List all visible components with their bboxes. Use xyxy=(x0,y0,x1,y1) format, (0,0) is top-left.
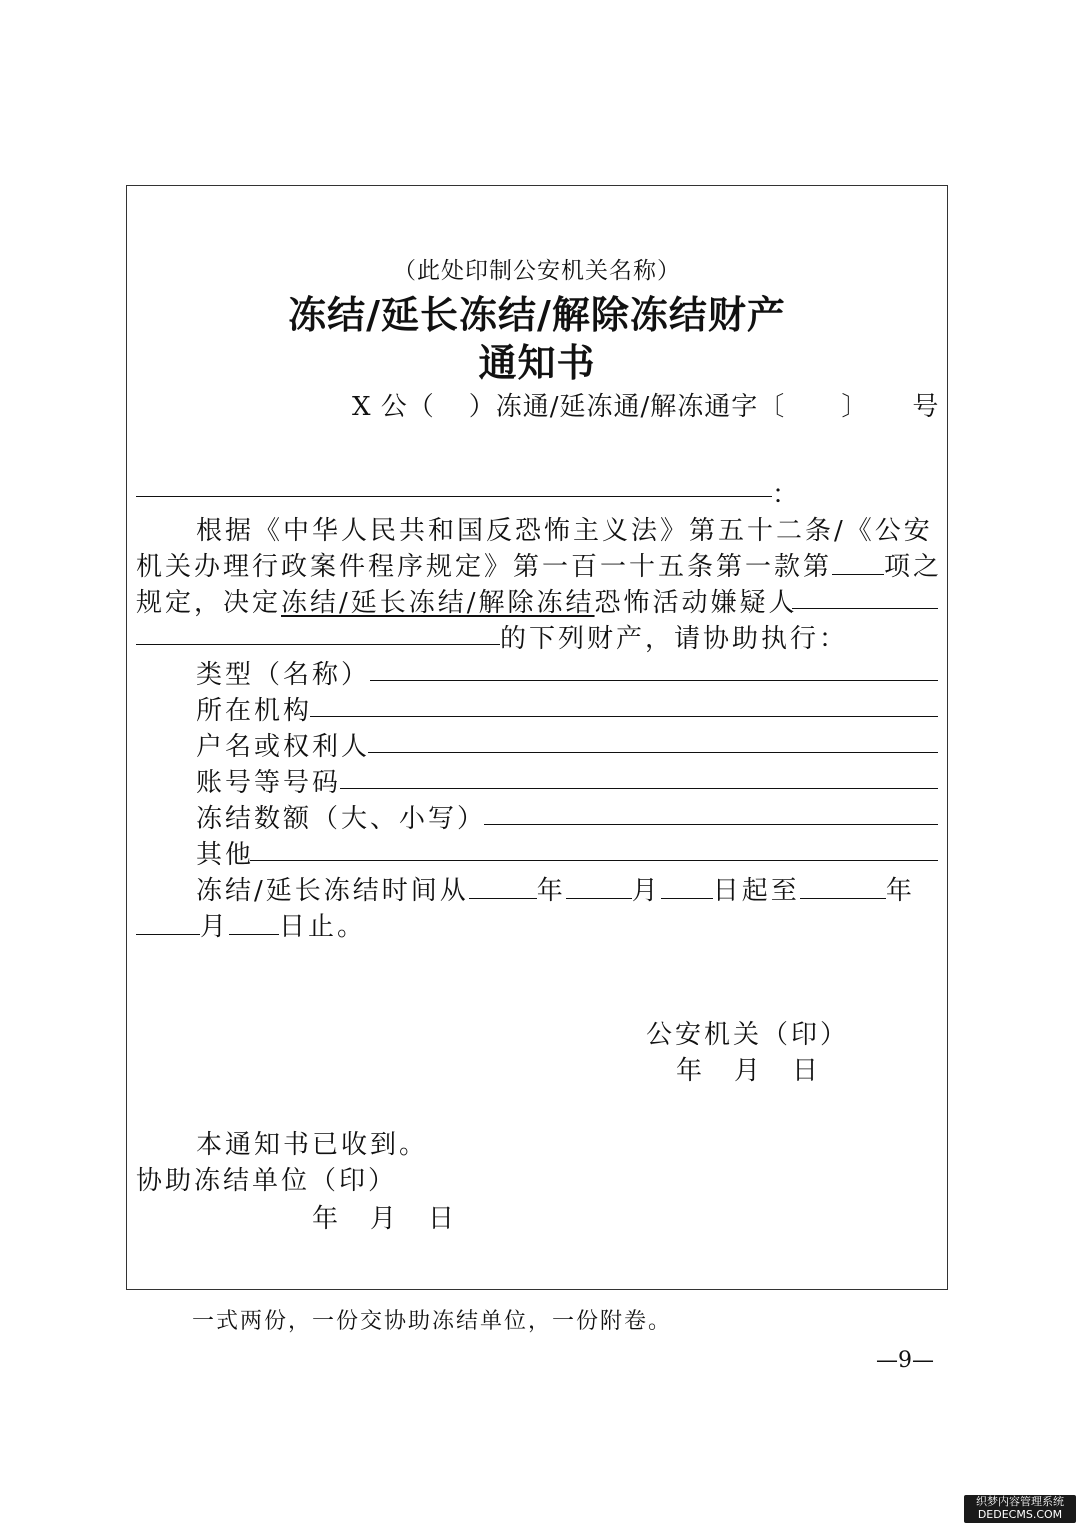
freeze-period-line xyxy=(196,870,915,907)
freeze-period-line-2 xyxy=(136,906,366,943)
end-day-blank xyxy=(229,912,279,935)
start-year-blank xyxy=(469,876,537,899)
doc-number-middle: ）冻通/延冻通/解冻通字〔 xyxy=(468,392,786,422)
document-title: 冻结/延长冻结/解除冻结财产 xyxy=(288,292,786,337)
field-blank-type xyxy=(370,680,938,681)
document-title-line2: 通知书 xyxy=(478,340,596,385)
field-blank-account-number xyxy=(340,788,938,789)
paragraph-line-2-text: 机关办理行政案件程序规定》第一百一十五条第一款第 xyxy=(136,552,833,582)
period-prefix: 冻结/延长冻结时间从 xyxy=(196,876,469,906)
doc-number-prefix: X 公（ xyxy=(352,392,435,422)
field-blank-institution xyxy=(310,716,938,717)
paragraph-line-3-text: 规定，决定 xyxy=(136,588,282,618)
document-number xyxy=(352,386,939,423)
end-month-blank xyxy=(136,912,200,935)
start-day-blank xyxy=(661,876,713,899)
recipient-blank xyxy=(136,496,772,497)
field-label-institution: 所在机构 xyxy=(196,696,313,726)
recipient-colon: ： xyxy=(772,480,802,510)
end-month-label: 月 xyxy=(200,912,230,942)
authority-seal: 公安机关（印） xyxy=(646,1020,850,1050)
day-to-label: 日止。 xyxy=(279,912,367,942)
doc-number-bracket-close: 〕 xyxy=(841,392,869,422)
watermark-line1: 织梦内容管理系统 xyxy=(976,1495,1064,1508)
field-blank-other xyxy=(250,860,938,861)
field-blank-account-holder xyxy=(368,752,938,753)
clause-item-blank xyxy=(832,552,884,575)
paragraph-line-2 xyxy=(136,546,942,583)
year-label: 年 xyxy=(536,876,566,906)
suspect-name-blank xyxy=(792,608,938,609)
suspect-name-blank-2 xyxy=(136,644,500,645)
assisting-unit-seal: 协助冻结单位（印） xyxy=(136,1166,398,1196)
start-month-blank xyxy=(566,876,632,899)
copies-note: 一式两份，一份交协助冻结单位，一份附卷。 xyxy=(192,1309,673,1334)
page-number: —9— xyxy=(876,1348,934,1373)
authority-name-placeholder: （此处印制公安机关名称） xyxy=(393,258,681,284)
paragraph-line-1: 根据《中华人民共和国反恐怖主义法》第五十二条/《公安 xyxy=(196,516,933,546)
paragraph-line-2-end: 项之 xyxy=(884,552,943,582)
doc-number-suffix: 号 xyxy=(912,392,940,422)
receipt-date: 年 月 日 xyxy=(312,1204,458,1234)
day-from-label: 日起至 xyxy=(712,876,800,906)
paragraph-line-3-end: 恐怖活动嫌疑人 xyxy=(594,588,798,618)
field-label-other: 其他 xyxy=(196,840,255,870)
watermark-line2: DEDECMS.COM xyxy=(977,1508,1063,1521)
action-type-options: 冻结/延长冻结/解除冻结 xyxy=(281,588,595,618)
field-label-account-holder: 户名或权利人 xyxy=(196,732,371,762)
month-label: 月 xyxy=(631,876,661,906)
site-watermark xyxy=(964,1495,1076,1523)
paragraph-line-4: 的下列财产，请协助执行： xyxy=(500,624,849,654)
authority-date: 年 月 日 xyxy=(676,1056,822,1086)
field-blank-amount xyxy=(484,824,938,825)
field-label-amount: 冻结数额（大、小写） xyxy=(196,804,487,834)
paragraph-line-3 xyxy=(136,582,798,619)
end-year-label: 年 xyxy=(885,876,915,906)
field-label-account-number: 账号等号码 xyxy=(196,768,342,798)
receipt-confirmation: 本通知书已收到。 xyxy=(196,1130,429,1160)
field-label-type: 类型（名称） xyxy=(196,660,371,690)
end-year-blank xyxy=(800,876,886,899)
